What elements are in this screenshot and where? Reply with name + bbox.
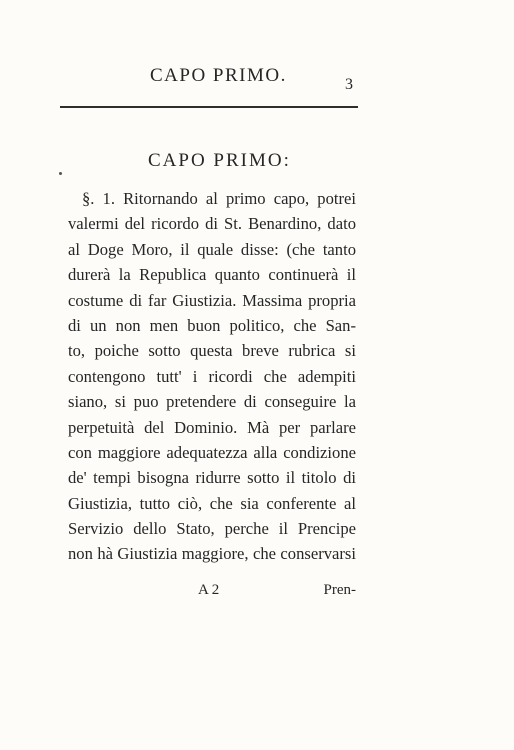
body-text [68, 186, 356, 567]
chapter-title: CAPO PRIMO: [148, 150, 291, 171]
text-line: Giustizia, tutto ciò, che sia conferente al [68, 493, 356, 513]
page-number: 3 [345, 76, 353, 93]
signature-mark: A 2 [198, 582, 220, 598]
ink-speck [59, 172, 62, 175]
page-footer [68, 578, 356, 603]
text-line: al Doge Moro, il quale disse: (che tanto [68, 239, 356, 259]
text-line: durerà la Republica quanto continuerà il [68, 265, 356, 285]
catchword: Pren- [323, 582, 356, 598]
text-line: valermi del ricordo di St. Benardino, dato [68, 214, 356, 234]
text-line: §. 1. Ritornando al primo capo, potrei [82, 189, 356, 208]
text-line: di un non men buon politico, che San- [68, 315, 356, 335]
text-line: contengono tutt' i ricordi che adempiti [68, 366, 356, 386]
text-line: perpetuità del Dominio. Mà per parlare [68, 417, 356, 437]
text-line: costume di far Giustizia. Massima propria [68, 290, 356, 310]
text-line: siano, si puo pretendere di conseguire la [68, 392, 356, 412]
text-line: con maggiore adequatezza alla condizione [68, 442, 356, 462]
text-line: to, poiche sotto questa breve rubrica si [68, 341, 356, 361]
running-head: CAPO PRIMO. [150, 65, 287, 86]
header-rule [60, 106, 358, 108]
text-line: de' tempi bisogna ridurre sotto il titolo di [68, 468, 356, 488]
text-line: non hà Giustizia maggiore, che conservarsi [68, 544, 356, 564]
text-line: Servizio dello Stato, perche il Prencipe [68, 519, 356, 539]
